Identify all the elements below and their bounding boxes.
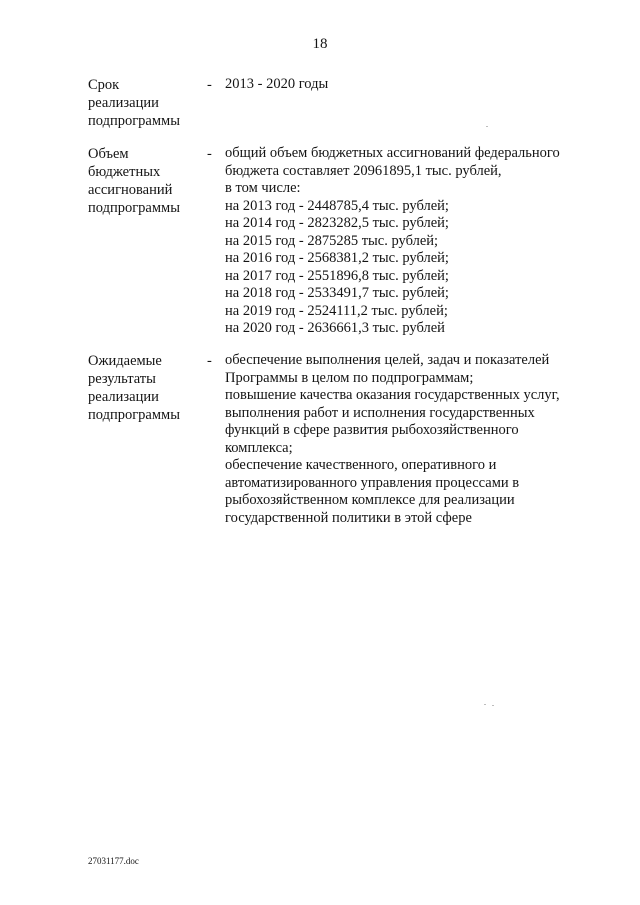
label-line: подпрограммы — [88, 407, 180, 423]
value-line: общий объем бюджетных ассигнований федерального — [225, 145, 560, 161]
value-line: функций в сфере развития рыбохозяйственного — [225, 422, 519, 438]
value-line: автоматизированного управления процессами в — [225, 474, 520, 491]
scan-speck — [486, 126, 488, 127]
value-line: на 2017 год - 2551896,8 тыс. рублей; — [225, 267, 449, 284]
value-line: Программы в целом по подпрограммам; — [225, 369, 474, 386]
value-line: на 2015 год - 2875285 тыс. рублей; — [225, 232, 439, 249]
value-line: комплекса; — [225, 439, 293, 456]
section-budget — [88, 145, 598, 340]
value-line: обеспечение выполнения целей, задач и показателей — [225, 352, 550, 368]
value-line: на 2013 год - 2448785,4 тыс. рублей; — [225, 197, 449, 214]
value-line: рыбохозяйственном комплексе для реализации — [225, 492, 515, 508]
scan-speck — [484, 704, 486, 705]
value-line: государственной политики в этой сфере — [225, 509, 472, 526]
value-line: в том числе: — [225, 180, 301, 196]
label-line: ассигнований — [88, 182, 173, 198]
dash-separator: - — [207, 353, 212, 369]
value-line: обеспечение качественного, оперативного и — [225, 457, 497, 473]
label-line: Объем — [88, 146, 129, 162]
label-line: Ожидаемые — [88, 353, 162, 369]
dash-separator: - — [207, 146, 212, 162]
value-line: выполнения работ и исполнения государственных — [225, 404, 535, 421]
label-line: подпрограммы — [88, 200, 180, 216]
label-line: результаты — [88, 371, 156, 387]
dash-separator: - — [207, 77, 212, 93]
value-line: повышение качества оказания государственных услуг, — [225, 387, 560, 403]
section-expected-results-label — [88, 352, 203, 424]
section-budget-value — [225, 145, 605, 338]
section-term-value — [225, 76, 605, 94]
value-line: на 2020 год - 2636661,3 тыс. рублей — [225, 320, 445, 336]
label-line: реализации — [88, 389, 159, 405]
value-line: на 2019 год - 2524111,2 тыс. рублей; — [225, 302, 448, 319]
section-term — [88, 76, 598, 136]
label-line: бюджетных — [88, 164, 161, 180]
value-line: 2013 - 2020 годы — [225, 76, 329, 92]
section-budget-label — [88, 145, 203, 217]
label-line: подпрограммы — [88, 113, 180, 129]
value-line: на 2018 год - 2533491,7 тыс. рублей; — [225, 285, 449, 301]
label-line: Срок — [88, 77, 120, 93]
footer-filename: 27031177.doc — [88, 856, 139, 866]
page-number: 18 — [312, 36, 328, 52]
label-line: реализации — [88, 95, 159, 111]
section-expected-results — [88, 352, 598, 532]
section-expected-results-value — [225, 352, 605, 527]
section-term-label — [88, 76, 203, 130]
value-line: на 2014 год - 2823282,5 тыс. рублей; — [225, 215, 449, 231]
value-line: на 2016 год - 2568381,2 тыс. рублей; — [225, 250, 449, 266]
value-line: бюджета составляет 20961895,1 тыс. рублей, — [225, 162, 502, 179]
scan-speck — [492, 705, 494, 706]
